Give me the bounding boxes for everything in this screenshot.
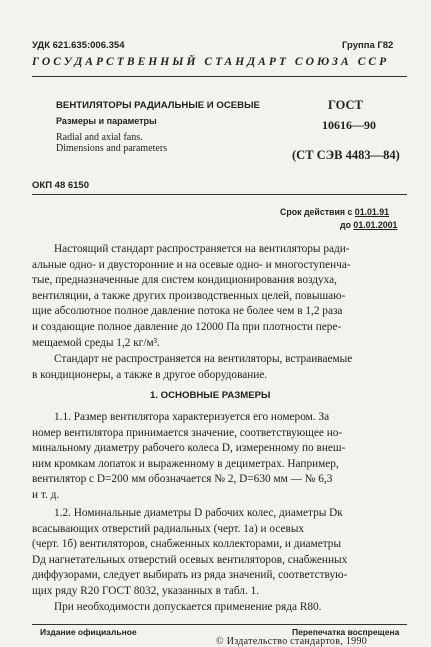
- text-line: щих ряду R20 ГОСТ 8032, указанных в табл. 1.: [32, 584, 260, 597]
- udk-code: УДК 621.635:006.354: [32, 40, 125, 51]
- text-line: При необходимости допускается применение ряда R80.: [54, 601, 322, 613]
- clause-1-1: [32, 410, 406, 504]
- document-title: ВЕНТИЛЯТОРЫ РАДИАЛЬНЫЕ И ОСЕВЫЕ: [56, 100, 260, 111]
- validity-to-prefix: до: [340, 220, 351, 230]
- sev-number: (СТ СЭВ 4483—84): [292, 148, 400, 162]
- gost-label: ГОСТ: [328, 98, 363, 112]
- clause-1-2: [32, 506, 406, 600]
- text-line: диффузорами, следует выбирать из ряда значений, соответствую-: [32, 569, 348, 582]
- text-line: ним кромкам лопаток и выраженному в дециметрах. Например,: [32, 457, 339, 470]
- standard-banner: ГОСУДАРСТВЕННЫЙ СТАНДАРТ СОЮЗА ССР: [32, 56, 390, 68]
- text-line: вентилятор с D=200 мм обозначается № 2, D=630 мм — № 6,3: [32, 473, 333, 486]
- text-line: щие абсолютное полное давление потока не более чем в 1,2 раза: [32, 305, 343, 318]
- text-line: мещаемой среды 1,2 кг/м³.: [32, 336, 160, 349]
- header-rule: [32, 76, 407, 77]
- text-line: всасывающих отверстий радиальных (черт. 1а) и осевых: [32, 522, 305, 535]
- english-title-line2: Dimensions and parameters: [56, 143, 168, 154]
- validity-to-date: 01.01.2001: [353, 220, 398, 230]
- validity-line1: [280, 207, 389, 217]
- text-line: тые, предназначенные для систем кондиционирования воздуха,: [32, 274, 337, 287]
- text-line: (черт. 1б) вентиляторов, снабженных коллекторами, и диаметры: [32, 538, 342, 551]
- text-line: 1.2. Номинальные диаметры D рабочих колес, диаметры Dк: [54, 507, 343, 519]
- text-line: вентиляции, а также других производственных целей, повышаю-: [32, 289, 346, 302]
- intro-paragraph: [32, 242, 406, 351]
- official-edition: Издание официальное: [40, 627, 137, 637]
- group-code: Группа Г82: [342, 40, 394, 51]
- okp-code: ОКП 48 6150: [32, 180, 89, 191]
- validity-line2: [340, 220, 397, 230]
- footer-rule: [32, 624, 407, 625]
- exclusion-paragraph: [32, 352, 406, 383]
- text-line: минальному диаметру рабочего колеса D, измеренному по внеш-: [32, 442, 346, 455]
- text-line: альные одно- и двусторонние и на осевые одно- и многоступенча-: [32, 258, 351, 271]
- validity-label: Срок действия: [280, 207, 345, 217]
- reprint-notice: Перепечатка воспрещена: [292, 627, 400, 637]
- english-title-line1: Radial and axial fans.: [56, 132, 143, 143]
- validity-from-prefix: с: [347, 207, 353, 217]
- document-subtitle: Размеры и параметры: [56, 116, 157, 126]
- title-rule: [32, 194, 407, 195]
- validity-from-date: 01.01.91: [354, 207, 390, 217]
- copyright: © Издательство стандартов, 1990: [216, 636, 368, 647]
- clause-r80: [32, 600, 406, 616]
- text-line: номер вентилятора принимается значение, соответствующее но-: [32, 426, 343, 439]
- section-title: 1. ОСНОВНЫЕ РАЗМЕРЫ: [150, 390, 271, 401]
- text-line: в кондиционеры, а также в другое оборудование.: [32, 368, 268, 381]
- text-line: Стандарт не распространяется на вентиляторы, встраиваемые: [54, 353, 353, 365]
- text-line: Настоящий стандарт распространяется на вентиляторы ради-: [54, 243, 350, 255]
- text-line: и т. д.: [32, 488, 60, 501]
- text-line: Dд нагнетательных отверстий осевых вентиляторов, снабженных: [32, 553, 348, 566]
- text-line: и создающие полное давление до 12000 Па при плотности пере-: [32, 320, 342, 333]
- gost-number: 10616—90: [322, 118, 376, 132]
- text-line: 1.1. Размер вентилятора характеризуется его номером. За: [54, 411, 330, 423]
